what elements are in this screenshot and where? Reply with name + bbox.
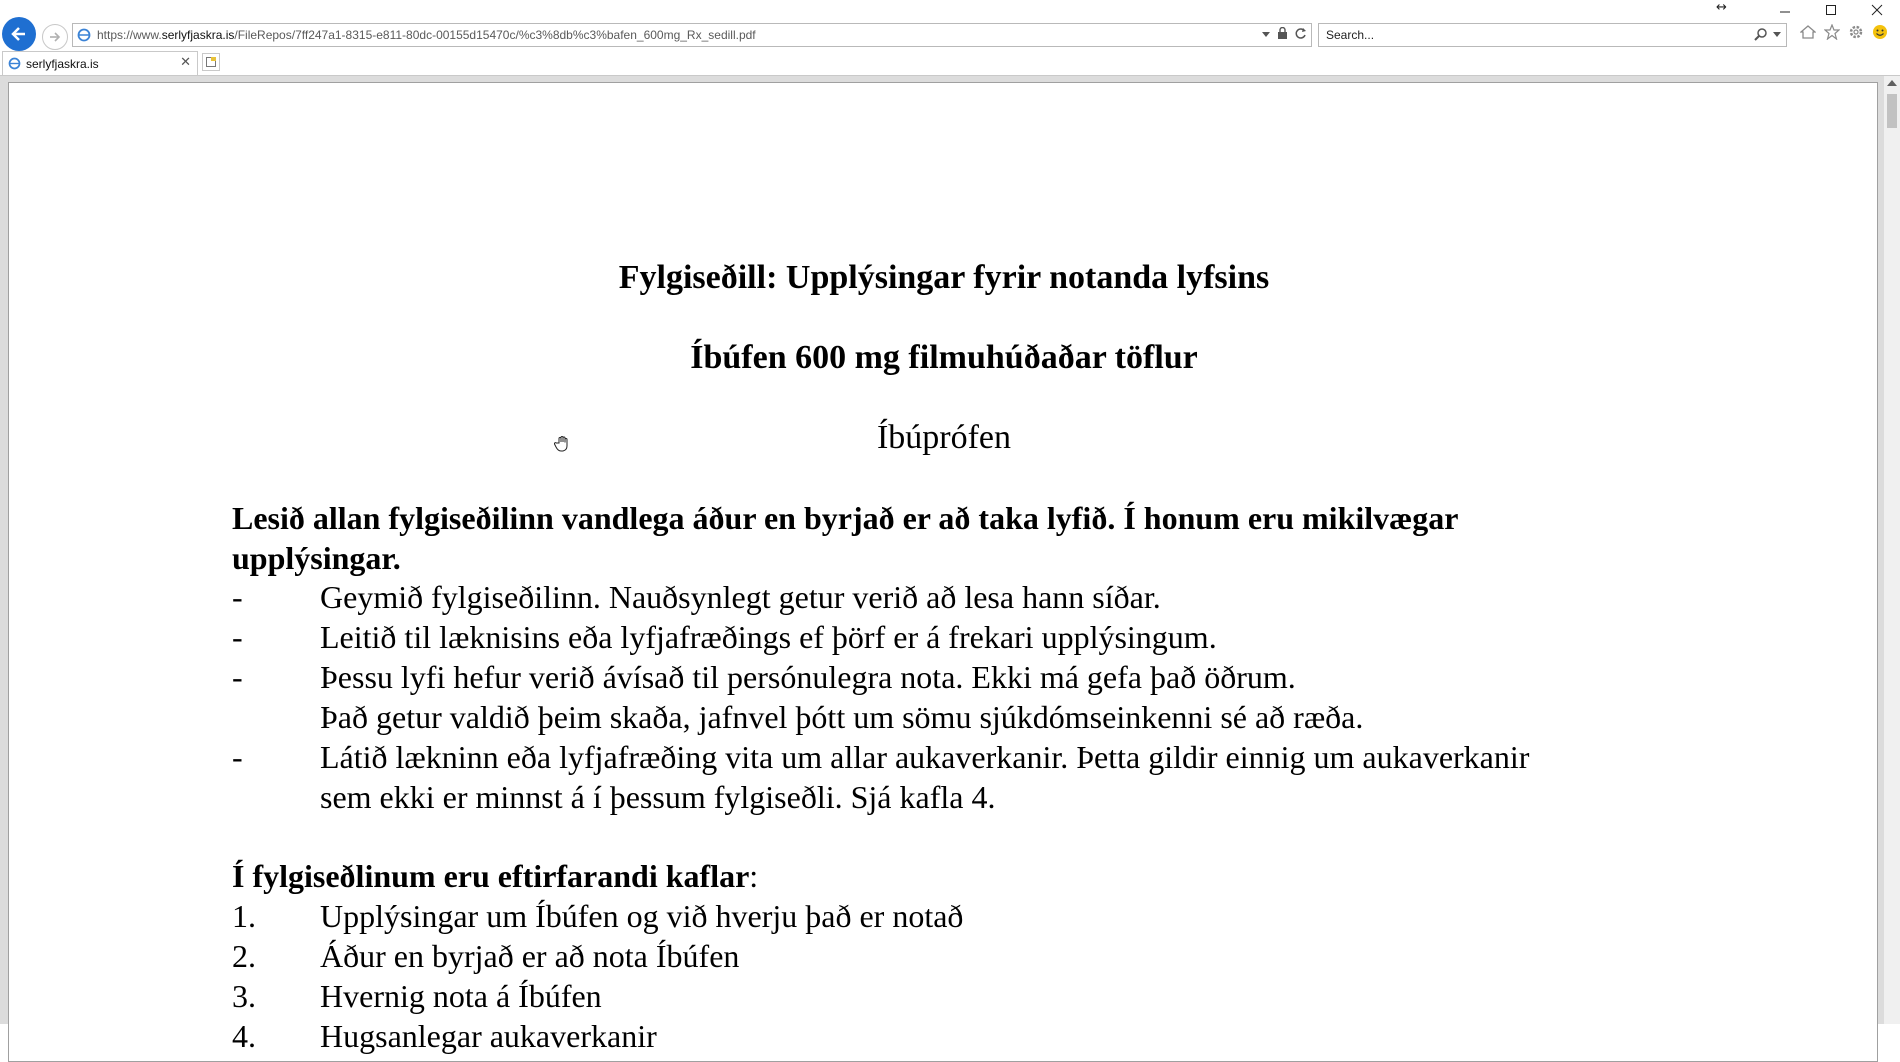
browser-chrome: [0, 0, 1900, 78]
sections-heading-text: Í fylgiseðlinum eru eftirfarandi kaflar: [232, 858, 750, 894]
url-prefix: https://www.: [97, 28, 162, 42]
vertical-scrollbar[interactable]: [1883, 76, 1900, 1024]
tab-title: serlyfjaskra.is: [26, 57, 99, 71]
address-bar[interactable]: [72, 23, 1312, 47]
bullet-marker: -: [232, 659, 243, 695]
section-title: Áður en byrjað er að nota Íbúfen: [320, 938, 740, 974]
tab-close-icon[interactable]: ✕: [180, 55, 191, 70]
lock-icon[interactable]: [1277, 27, 1288, 40]
maximize-icon: [1825, 4, 1837, 16]
search-box-icons: [1754, 27, 1782, 41]
bullet-marker: -: [232, 739, 243, 775]
bullet-text: Leitið til læknisins eða lyfjafræðings ef þörf er á frekari upplýsingum.: [320, 619, 1217, 655]
search-icon[interactable]: [1754, 27, 1768, 41]
back-arrow-icon: [9, 24, 29, 44]
section-number: 4.: [232, 1018, 256, 1054]
new-tab-icon: [205, 56, 217, 68]
ie-page-icon: [77, 28, 91, 42]
section-title: Hvernig nota á Íbúfen: [320, 978, 602, 1014]
refresh-icon[interactable]: [1294, 27, 1307, 40]
section-number: 2.: [232, 938, 256, 974]
section-number: 3.: [232, 978, 256, 1014]
bullet-marker: -: [232, 579, 243, 615]
document-title: Fylgiseðill: Upplýsingar fyrir notanda lyfsins: [618, 259, 1270, 296]
intro-line-2: upplýsingar.: [232, 540, 401, 576]
close-icon: [1871, 4, 1883, 16]
bullet-text: Þessu lyfi hefur verið ávísað til persónulegra nota. Ekki má gefa það öðrum.: [320, 659, 1296, 695]
toolbar-right: [1800, 24, 1888, 40]
sections-heading: [232, 856, 1652, 896]
scroll-up-icon[interactable]: [1887, 80, 1897, 86]
address-bar-icons: [1261, 27, 1307, 40]
minimize-button[interactable]: [1762, 0, 1808, 20]
window-controls: [1762, 0, 1900, 20]
home-icon[interactable]: [1800, 24, 1816, 40]
search-box[interactable]: [1318, 23, 1787, 47]
smiley-feedback-icon[interactable]: [1872, 24, 1888, 40]
bullet-text: Geymið fylgiseðilinn. Nauðsynlegt getur verið að lesa hann síðar.: [320, 579, 1161, 615]
product-name: Íbúfen 600 mg filmuhúðaðar töflur: [690, 339, 1198, 376]
minimize-icon: [1779, 4, 1791, 16]
tab-serlyfjaskra[interactable]: [2, 51, 198, 75]
bullet-text: Látið lækninn eða lyfjafræðing vita um allar aukaverkanir. Þetta gildir einnig um aukaverkanir: [320, 739, 1530, 775]
back-button[interactable]: [2, 17, 36, 51]
url-domain: serlyfjaskra.is: [161, 28, 235, 42]
dropdown-icon[interactable]: [1772, 29, 1782, 39]
pdf-viewer[interactable]: [0, 76, 1900, 1054]
section-title: Upplýsingar um Íbúfen og við hverju það er notað: [320, 898, 964, 934]
new-tab-button[interactable]: [202, 53, 220, 71]
url-path: /FileRepos/7ff247a1-8315-e811-80dc-00155d15470c/%c3%8db%c3%bafen_600mg_Rx_sedill.pdf: [234, 28, 756, 42]
section-number: 1.: [232, 898, 256, 934]
sections-heading-colon: :: [749, 858, 759, 894]
hand-cursor-icon: [554, 435, 572, 453]
active-substance: Íbúprófen: [876, 419, 1012, 456]
forward-button[interactable]: [42, 24, 68, 50]
search-input[interactable]: Search...: [1326, 28, 1375, 42]
section-title: Hugsanlegar aukaverkanir: [320, 1018, 657, 1054]
forward-arrow-icon: [48, 30, 62, 44]
maximize-button[interactable]: [1808, 0, 1854, 20]
gear-icon[interactable]: [1848, 24, 1864, 40]
url-text[interactable]: [97, 28, 756, 42]
resize-icon[interactable]: ↔: [1716, 0, 1727, 15]
bullet-text: Það getur valdið þeim skaða, jafnvel þótt um sömu sjúkdómseinkenni sé að ræða.: [320, 699, 1364, 735]
pdf-page: [8, 82, 1878, 1062]
favorites-star-icon[interactable]: [1824, 24, 1840, 40]
ie-tab-icon: [8, 57, 21, 70]
scroll-thumb[interactable]: [1887, 94, 1897, 128]
dropdown-icon[interactable]: [1261, 29, 1271, 39]
close-window-button[interactable]: [1854, 0, 1900, 20]
intro-line-1: Lesið allan fylgiseðilinn vandlega áður en byrjað er að taka lyfið. Í honum eru mikilvægar: [232, 500, 1459, 536]
bullet-text: sem ekki er minnst á í þessum fylgiseðli. Sjá kafla 4.: [320, 779, 996, 815]
bullet-marker: -: [232, 619, 243, 655]
